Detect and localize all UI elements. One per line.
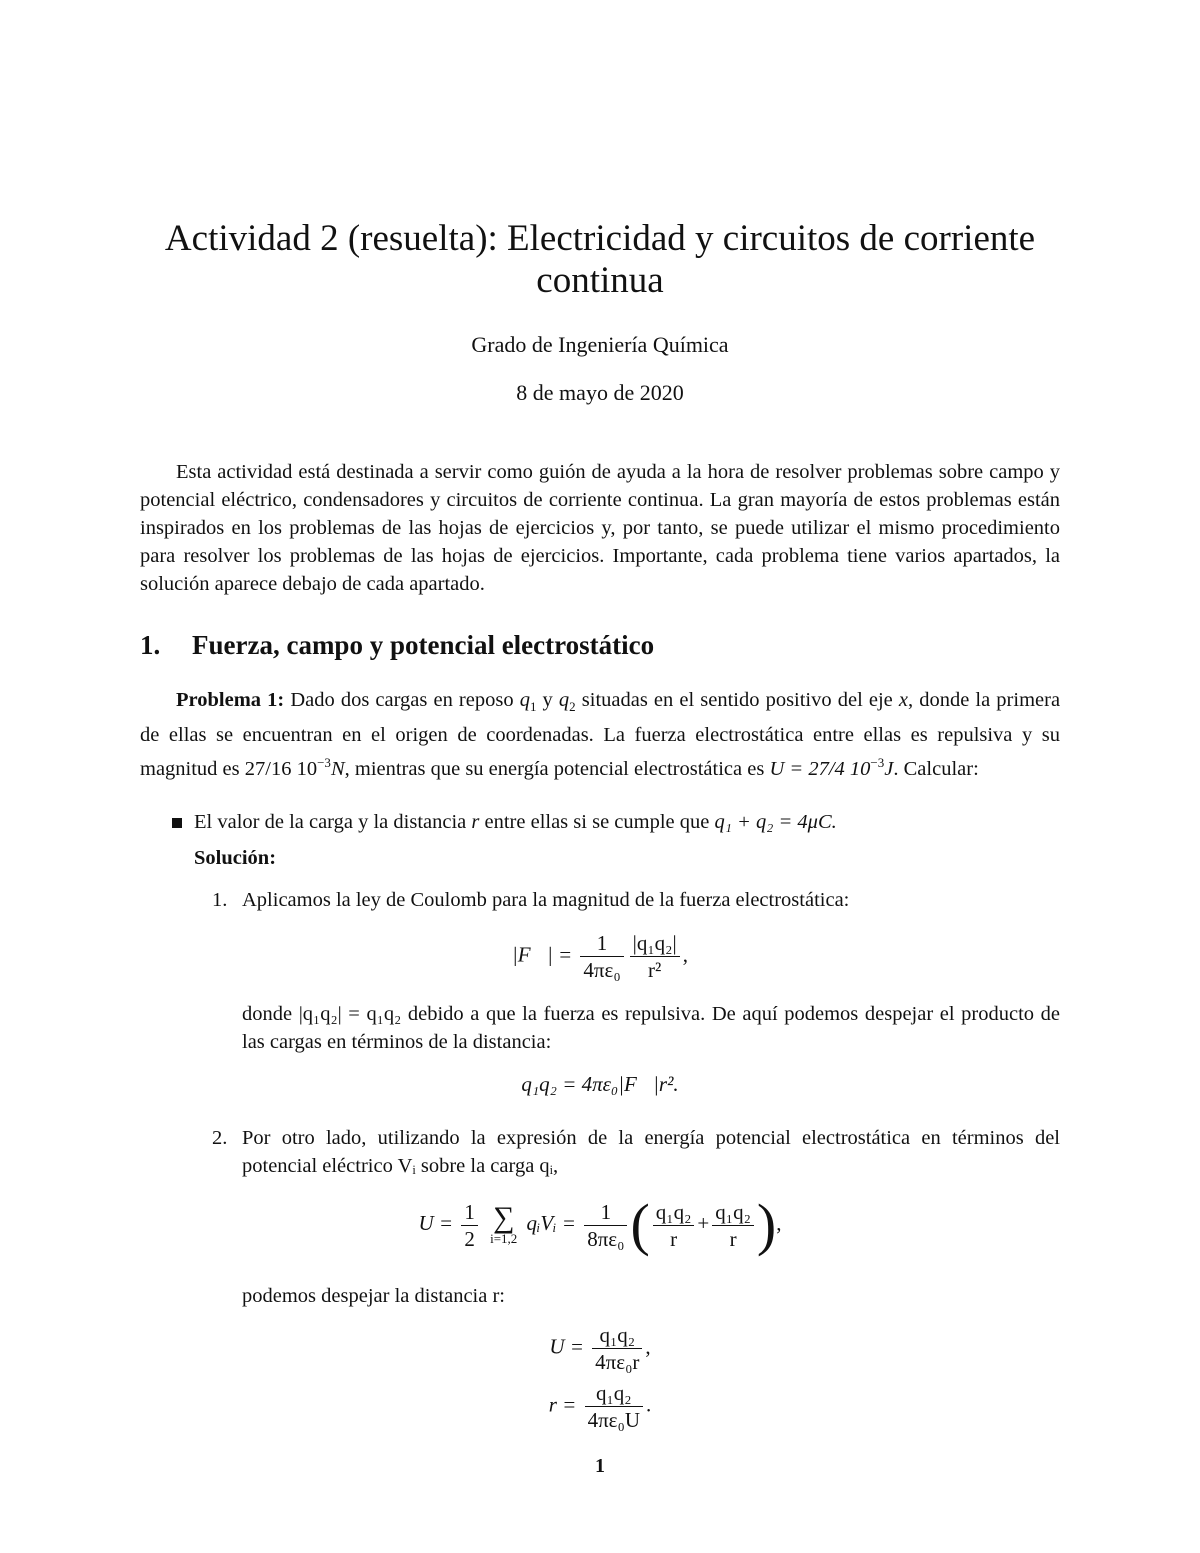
- eq4-frac: [585, 1380, 643, 1433]
- coulomb-tail: ,: [682, 942, 688, 967]
- q2-symbol: q: [558, 689, 570, 711]
- unit-newton: N: [330, 757, 345, 780]
- energy-lhs: U =: [418, 1210, 454, 1235]
- document-subtitle: Grado de Ingeniería Química: [471, 332, 729, 357]
- eq3-lhs: U =: [549, 1334, 584, 1359]
- bullet-square-icon: [172, 818, 182, 828]
- section-number: 1.: [140, 630, 161, 660]
- coulomb-frac-charges-num: |q₁q₂|: [630, 930, 680, 957]
- problem-label: Problema 1:: [176, 689, 285, 711]
- eq3-den: 4πε₀r: [595, 1350, 640, 1374]
- eq4-lhs: r =: [548, 1392, 577, 1417]
- energy-term2-frac: [712, 1199, 754, 1252]
- coulomb-frac-charges-den: r²: [648, 958, 662, 982]
- step2-number: 2.: [212, 1127, 228, 1149]
- page-number: 1: [595, 1455, 605, 1477]
- eq4-num: q₁q₂: [585, 1380, 643, 1407]
- summation-symbol: [490, 1201, 518, 1246]
- step1-number: 1.: [212, 889, 228, 911]
- problem-text-b: situadas en el sentido positivo del eje: [581, 689, 893, 711]
- exponent-energy: −3: [870, 755, 885, 771]
- document-date: 8 de mayo de 2020: [516, 380, 684, 405]
- energy-term1-den: r: [670, 1226, 678, 1251]
- document-title: Actividad 2 (resuelta): Electricidad y circuitos de corriente continua: [164, 218, 1036, 301]
- distance-equation: [0, 1380, 1200, 1433]
- eq3-frac: [592, 1322, 642, 1375]
- coulomb-frac-constant-num: 1: [580, 930, 623, 957]
- step2-text: Por otro lado, utilizando la expresión de la energía potencial electrostática en términos del potencial eléctrico Vᵢ sobre la carga qᵢ,: [242, 1127, 1060, 1177]
- step1-text: Aplicamos la ley de Coulomb para la magnitud de la fuerza electrostática:: [242, 889, 850, 911]
- x-symbol: x: [898, 689, 908, 711]
- bullet-item: [194, 808, 837, 836]
- unit-joule: J: [884, 757, 894, 780]
- energy-half-num: 1: [461, 1199, 478, 1226]
- right-paren-icon: ): [756, 1192, 777, 1257]
- energy-equation-display: [0, 1192, 1200, 1257]
- energy-constant-num: 1: [584, 1199, 627, 1226]
- sigma-icon: ∑: [492, 1201, 515, 1234]
- eq3-tail: ,: [645, 1334, 651, 1359]
- section-heading: [140, 630, 654, 661]
- solution-label: Solución:: [194, 847, 277, 869]
- q1-sub: 1: [529, 699, 537, 715]
- r-symbol: r: [471, 811, 480, 833]
- energy-half-den: 2: [464, 1226, 475, 1251]
- eq4-den: 4πε₀U: [587, 1408, 640, 1432]
- energy-term1-num: q₁q₂: [653, 1199, 695, 1226]
- q1-symbol: q: [519, 689, 530, 711]
- eq4-tail: .: [646, 1392, 652, 1417]
- coulomb-frac-charges: [630, 930, 680, 983]
- coulomb-frac-constant: [580, 930, 623, 983]
- coulomb-lhs: |F⃗| =: [512, 942, 573, 967]
- section-title: Fuerza, campo y potencial electrostático: [192, 630, 655, 660]
- energy-term1-frac: [653, 1199, 695, 1252]
- intro-paragraph: Esta actividad está destinada a servir como guión de ayuda a la hora de resolver problemas sobre campo y potencial eléctrico, condensadores y circuitos de corriente continua. La gran mayoría de estos problemas están inspirados en los problemas de las hojas de ejercicios y, por tanto, se puede utilizar el mismo procedimiento para resolver los problemas de las hojas de ejercicios. Importante, cada problema tiene varios apartados, la solución aparece debajo de cada apartado.: [140, 461, 1060, 595]
- problem-text-a: Dado dos cargas en reposo: [290, 689, 514, 711]
- conj-y: y: [542, 689, 553, 711]
- plus-sign: +: [697, 1210, 710, 1235]
- energy-half-frac: [461, 1199, 478, 1252]
- problem-statement: [140, 686, 1060, 783]
- problem-text-d: , mientras que su energía potencial electrostática es: [344, 757, 765, 780]
- eq3-num: q₁q₂: [592, 1322, 642, 1349]
- exponent-force: −3: [317, 755, 331, 771]
- step1-after-text: donde |q₁q₂| = q₁q₂ debido a que la fuerza es repulsiva. De aquí podemos despejar el producto de las cargas en términos de la distancia:: [242, 1003, 1060, 1053]
- charge-product-expression: q₁q₂ = 4πε₀|F⃗|r².: [521, 1072, 679, 1096]
- bullet-text-b: entre ellas si se cumple que: [484, 811, 710, 833]
- energy-tail: ,: [776, 1210, 782, 1235]
- step2-after-text: podemos despejar la distancia r:: [242, 1285, 505, 1307]
- charge-condition: q₁ + q₂ = 4μC.: [714, 811, 837, 833]
- charge-product-equation: [0, 1072, 1200, 1097]
- coulomb-equation: [0, 930, 1200, 983]
- q2-sub: 2: [569, 699, 576, 715]
- energy-term2-num: q₁q₂: [712, 1199, 754, 1226]
- energy-constant-den: 8πε₀: [587, 1226, 625, 1251]
- energy-equation: U = 27/4 10: [769, 757, 871, 780]
- problem-text-c: , donde la primera de ellas se encuentran en el origen de coordenadas. La fuerza electrostática entre ellas es repulsiva y su magnitud es 27/16 10: [140, 689, 1061, 780]
- left-paren-icon: (: [630, 1192, 650, 1257]
- problem-text-e: . Calcular:: [893, 757, 979, 780]
- energy-mid: qᵢVᵢ =: [526, 1210, 576, 1235]
- energy-constant-frac: [584, 1199, 627, 1252]
- summation-index: i=1,2: [490, 1231, 518, 1246]
- bullet-text-a: El valor de la carga y la distancia: [194, 811, 467, 833]
- energy-term2-den: r: [729, 1226, 737, 1251]
- coulomb-frac-constant-den: 4πε₀: [583, 958, 621, 982]
- energy-distance-equation: [0, 1322, 1200, 1375]
